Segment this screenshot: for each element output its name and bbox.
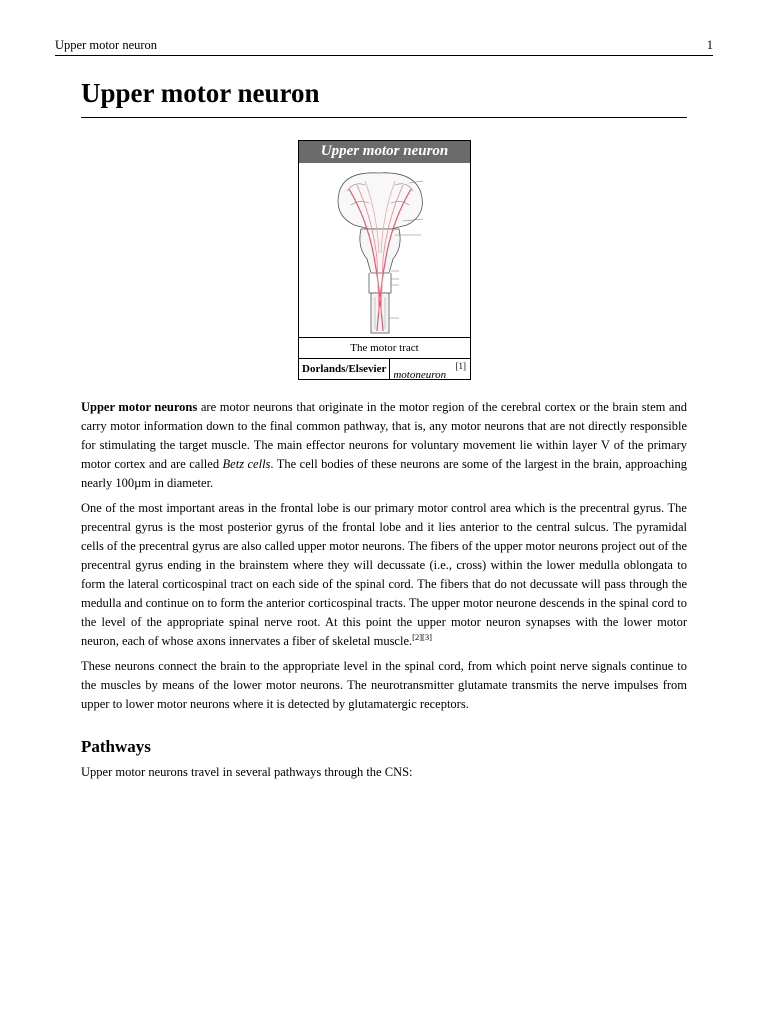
infobox-label: Dorlands/Elsevier: [299, 359, 390, 379]
motor-tract-illustration: [299, 163, 470, 338]
motor-tract-diagram: [299, 163, 470, 337]
paragraph-2: One of the most important areas in the frontal lobe is our primary motor control area which is the precentral gyrus. The precentral gyrus is the most posterior gyrus of the frontal lobe and it lies anterior to the central sulcus. The pyramidal cells of the precentral gyrus are also called upper motor neurons. The fibers of the upper motor neurons project out of the precentral gyrus ending in the brainstem where they will decussate (i.e., cross) within the lower medulla oblongata to form the lateral corticospinal tract on each side of the spinal cord. The fibers that do not decussate will pass through the medulla and continue on to form the anterior corticospinal tracts. The upper motor neurone descends in the spinal cord to the level of the appropriate spinal nerve root. At this point the upper motor neuron synapses with the lower motor neuron, each of whose axons innervates a fiber of skeletal muscle.[2][3]: [81, 501, 687, 648]
page-title: Upper motor neuron: [81, 78, 687, 118]
page-number: 1: [706, 38, 713, 52]
section-intro-text: Upper motor neurons travel in several pathways through the CNS:: [81, 765, 413, 779]
infobox-value[interactable]: motoneuron: [393, 369, 447, 381]
paragraph-1: Upper motor neurons are motor neurons that originate in the motor region of the cerebral cortex or the brain stem and carry motor information down to the final common pathway, that is, any motor neurons that are not directly responsible for stimulating the target muscle. The main effector neurons for voluntary movement lie within layer V of the primary motor cortex and are called Betz cells. The cell bodies of these neurons are some of the largest in the brain, approaching nearly 100µm in diameter.: [81, 400, 687, 490]
infobox-value-cell: [390, 359, 470, 379]
infobox-title: Upper motor neuron: [299, 141, 470, 163]
betz-cells-term: Betz cells: [222, 457, 271, 471]
paragraph-3: These neurons connect the brain to the appropriate level in the spinal cord, from which point nerve signals continue to the muscles by means of the lower motor neurons. The neurotransmitter glutamate transmits the nerve impulses from upper to lower motor neurons where it is detected by glutamatergic receptors.: [81, 659, 687, 711]
reference-link-1[interactable]: [1]: [455, 361, 466, 371]
article-body: [81, 398, 687, 720]
section-heading-pathways: Pathways: [81, 737, 151, 756]
lead-term: Upper motor neurons: [81, 400, 198, 414]
running-title: Upper motor neuron: [55, 38, 158, 52]
infobox-caption: The motor tract: [299, 338, 470, 359]
reference-links-2-3[interactable]: [2][3]: [412, 631, 432, 642]
running-header: [55, 38, 713, 56]
infobox: [298, 140, 471, 380]
infobox-row-dorlands: [299, 359, 470, 379]
